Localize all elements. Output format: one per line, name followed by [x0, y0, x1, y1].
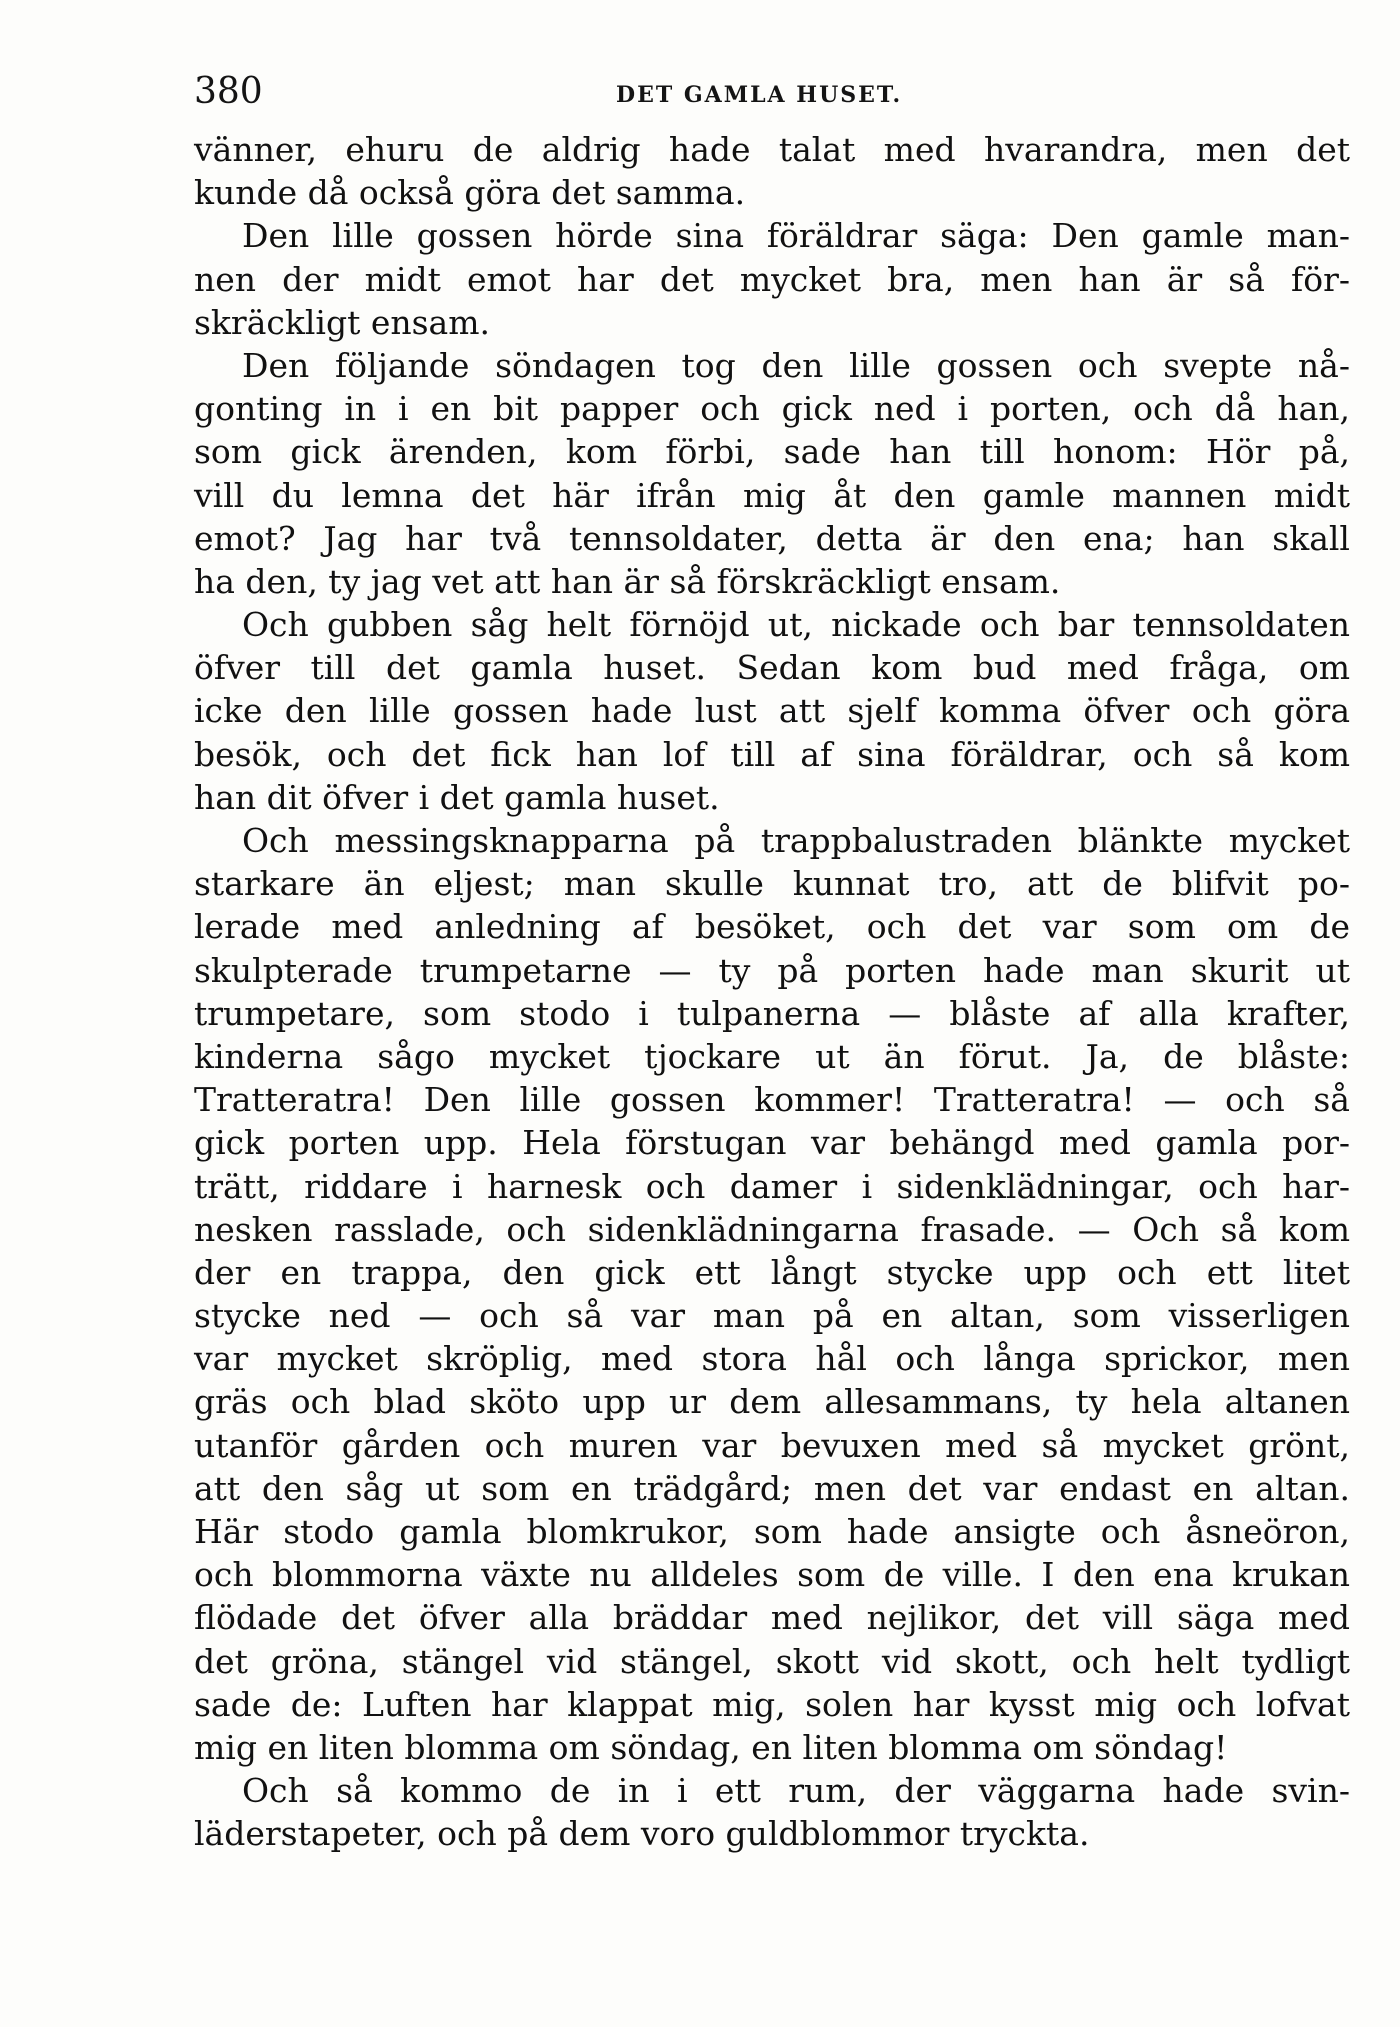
text-line: skulpterade trumpetarne — ty på porten hade man skurit ut — [194, 950, 1350, 990]
paragraph — [194, 214, 1350, 344]
text-line: Tratteratra! Den lille gossen kommer! Tratteratra! — och så — [194, 1080, 1350, 1120]
page-number: 380 — [194, 71, 263, 112]
text-line: Den följande söndagen tog den lille gossen och svepte nå- — [242, 345, 1350, 385]
text-line: gräs och blad sköto upp ur dem allesammans, ty hela altanen — [194, 1382, 1350, 1422]
text-line: gick porten upp. Hela förstugan var behängd med gamla por- — [194, 1123, 1350, 1163]
text-line: mig en liten blomma om söndag, en liten blomma om söndag! — [194, 1727, 1228, 1767]
text-line: läderstapeter, och på dem voro guldblommor tryckta. — [194, 1814, 1090, 1854]
text-line: skräckligt ensam. — [194, 302, 491, 342]
text-line: Och gubben såg helt förnöjd ut, nickade och bar tennsoldaten — [242, 605, 1350, 645]
text-line: sade de: Luften har klappat mig, solen har kysst mig och lofvat — [194, 1684, 1350, 1724]
text-line: Här stodo gamla blomkrukor, som hade ansigte och åsneöron, — [194, 1512, 1350, 1551]
text-line: vill du lemna det här ifrån mig åt den gamle mannen midt — [194, 475, 1350, 515]
text-line: Och så kommo de in i ett rum, der väggarna hade svin- — [242, 1771, 1350, 1811]
text-line: Och messingsknapparna på trappbalustraden blänkte mycket — [242, 821, 1350, 860]
text-line: besök, och det fick han lof till af sina föräldrar, och så kom — [194, 734, 1350, 774]
paragraph — [194, 603, 1350, 819]
text-line: ha den, ty jag vet att han är så förskräckligt ensam. — [194, 561, 1061, 601]
paragraph — [194, 344, 1350, 603]
text-line: gonting in i en bit papper och gick ned i porten, och då han, — [194, 389, 1350, 429]
paragraph — [194, 128, 1350, 214]
text-line: han dit öfver i det gamla huset. — [194, 777, 720, 817]
paragraph — [194, 819, 1350, 1769]
text-line: och blommorna växte nu alldeles som de ville. I den ena krukan — [194, 1555, 1350, 1595]
paragraph — [194, 1769, 1350, 1855]
text-line: utanför gården och muren var bevuxen med så mycket grönt, — [194, 1425, 1350, 1465]
text-line: starkare än eljest; man skulle kunnat tro, att de blifvit po- — [194, 864, 1350, 904]
text-line: trumpetare, som stodo i tulpanerna — blåste af alla krafter, — [194, 993, 1350, 1033]
text-line: stycke ned — och så var man på en altan, som visserligen — [194, 1296, 1350, 1336]
text-line: kinderna sågo mycket tjockare ut än förut. Ja, de blåste: — [194, 1036, 1350, 1076]
text-line: att den såg ut som en trädgård; men det var endast en altan. — [194, 1468, 1350, 1508]
text-line: lerade med anledning af besöket, och det var som om de — [194, 907, 1350, 947]
text-line: kunde då också göra det samma. — [194, 173, 746, 213]
text-line: öfver till det gamla huset. Sedan kom bud med fråga, om — [194, 648, 1350, 688]
text-line: nesken rasslade, och sidenklädningarna frasade. — Och så kom — [194, 1209, 1350, 1249]
body-text — [194, 128, 1350, 1856]
running-title: DET GAMLA HUSET. — [616, 82, 903, 108]
running-head — [194, 62, 1350, 122]
text-line: flödade det öfver alla bräddar med nejlikor, det vill säga med — [194, 1598, 1350, 1638]
text-line: vänner, ehuru de aldrig hade talat med hvarandra, men det — [194, 130, 1350, 169]
text-line: det gröna, stängel vid stängel, skott vid skott, och helt tydligt — [194, 1641, 1350, 1681]
text-line: icke den lille gossen hade lust att sjelf komma öfver och göra — [194, 691, 1350, 731]
text-line: Den lille gossen hörde sina föräldrar säga: Den gamle man- — [242, 216, 1350, 256]
text-line: nen der midt emot har det mycket bra, men han är så för- — [194, 259, 1350, 299]
text-line: trätt, riddare i harnesk och damer i sidenklädningar, och har- — [194, 1166, 1350, 1206]
text-line: var mycket skröplig, med stora hål och långa sprickor, men — [194, 1339, 1350, 1379]
text-line: der en trappa, den gick ett långt stycke upp och ett litet — [194, 1252, 1350, 1292]
text-line: som gick ärenden, kom förbi, sade han till honom: Hör på, — [194, 432, 1350, 472]
text-line: emot? Jag har två tennsoldater, detta är den ena; han skall — [194, 518, 1350, 558]
